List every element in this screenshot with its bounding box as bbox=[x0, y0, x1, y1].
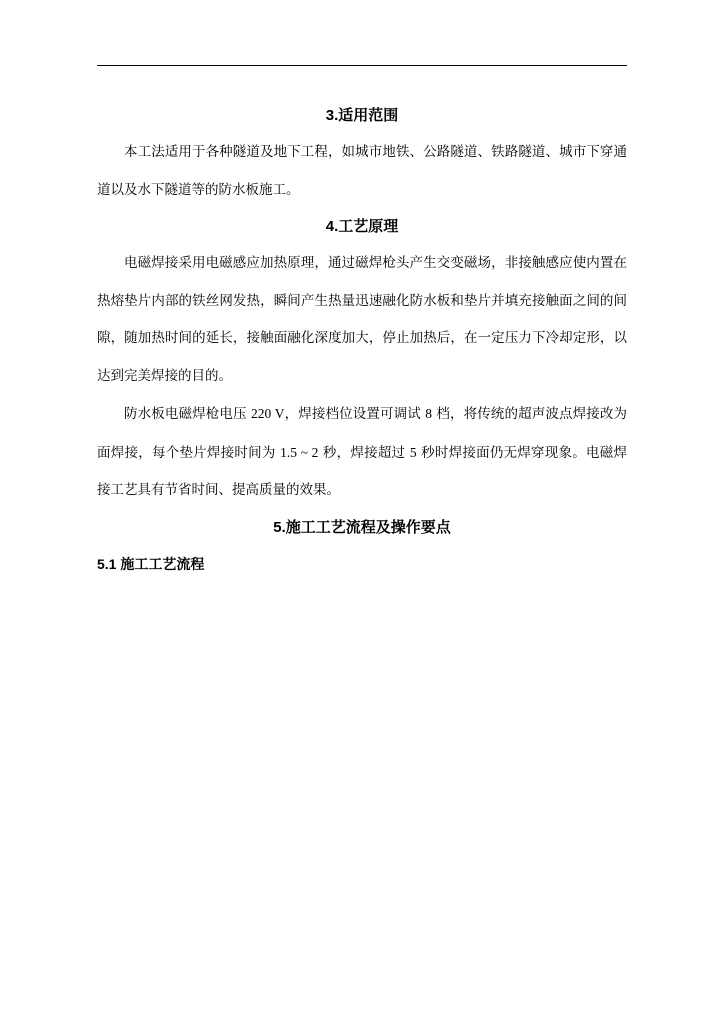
section-5-1-title: 5.1 施工工艺流程 bbox=[97, 555, 205, 572]
voltage-value: 220 V bbox=[251, 406, 285, 421]
section-3-paragraph: 本工法适用于各种隧道及地下工程，如城市地铁、公路隧道、铁路隧道、城市下穿通道以及水下隧道等的防水板施工。 bbox=[97, 144, 627, 198]
section-4-paragraph-1: 电磁焊接采用电磁感应加热原理，通过磁焊枪头产生交变磁场，非接触感应使内置在热熔垫片内部的铁丝网发热，瞬间产生热量迅速融化防水板和垫片并填充接触面之间的间隙，随加热时间的延长，接触面融化深度加大，停止加热后，在一定压力下冷却定形，以达到完美焊接的目的。 bbox=[97, 255, 627, 384]
paragraph-text: 档，将传统的超声波点焊接改为面焊接，每个垫片焊接时间为 bbox=[97, 406, 628, 461]
section-4-title: 4.工艺原理 bbox=[325, 218, 399, 235]
paragraph-text: 秒，焊接超过 bbox=[318, 444, 410, 461]
section-5-title: 5.施工工艺流程及操作要点 bbox=[273, 518, 451, 536]
header-rule bbox=[97, 65, 627, 66]
paragraph-text: 秒时焊接面仍无焊穿现象。电磁焊接工艺具有节省时间、提高质量的效果。 bbox=[97, 444, 627, 498]
section-3-title: 3.适用范围 bbox=[325, 107, 399, 124]
weld-time-limit: 5 bbox=[409, 444, 417, 460]
paragraph-text: ，焊接档位设置可调试 bbox=[284, 406, 426, 422]
section-4-paragraph-2 bbox=[97, 395, 627, 510]
paragraph-text: 防水板电磁焊枪电压 bbox=[124, 406, 252, 422]
weld-time-range: 1.5 ~ 2 bbox=[280, 444, 319, 460]
gear-count: 8 bbox=[425, 406, 433, 421]
document-body bbox=[97, 98, 627, 582]
